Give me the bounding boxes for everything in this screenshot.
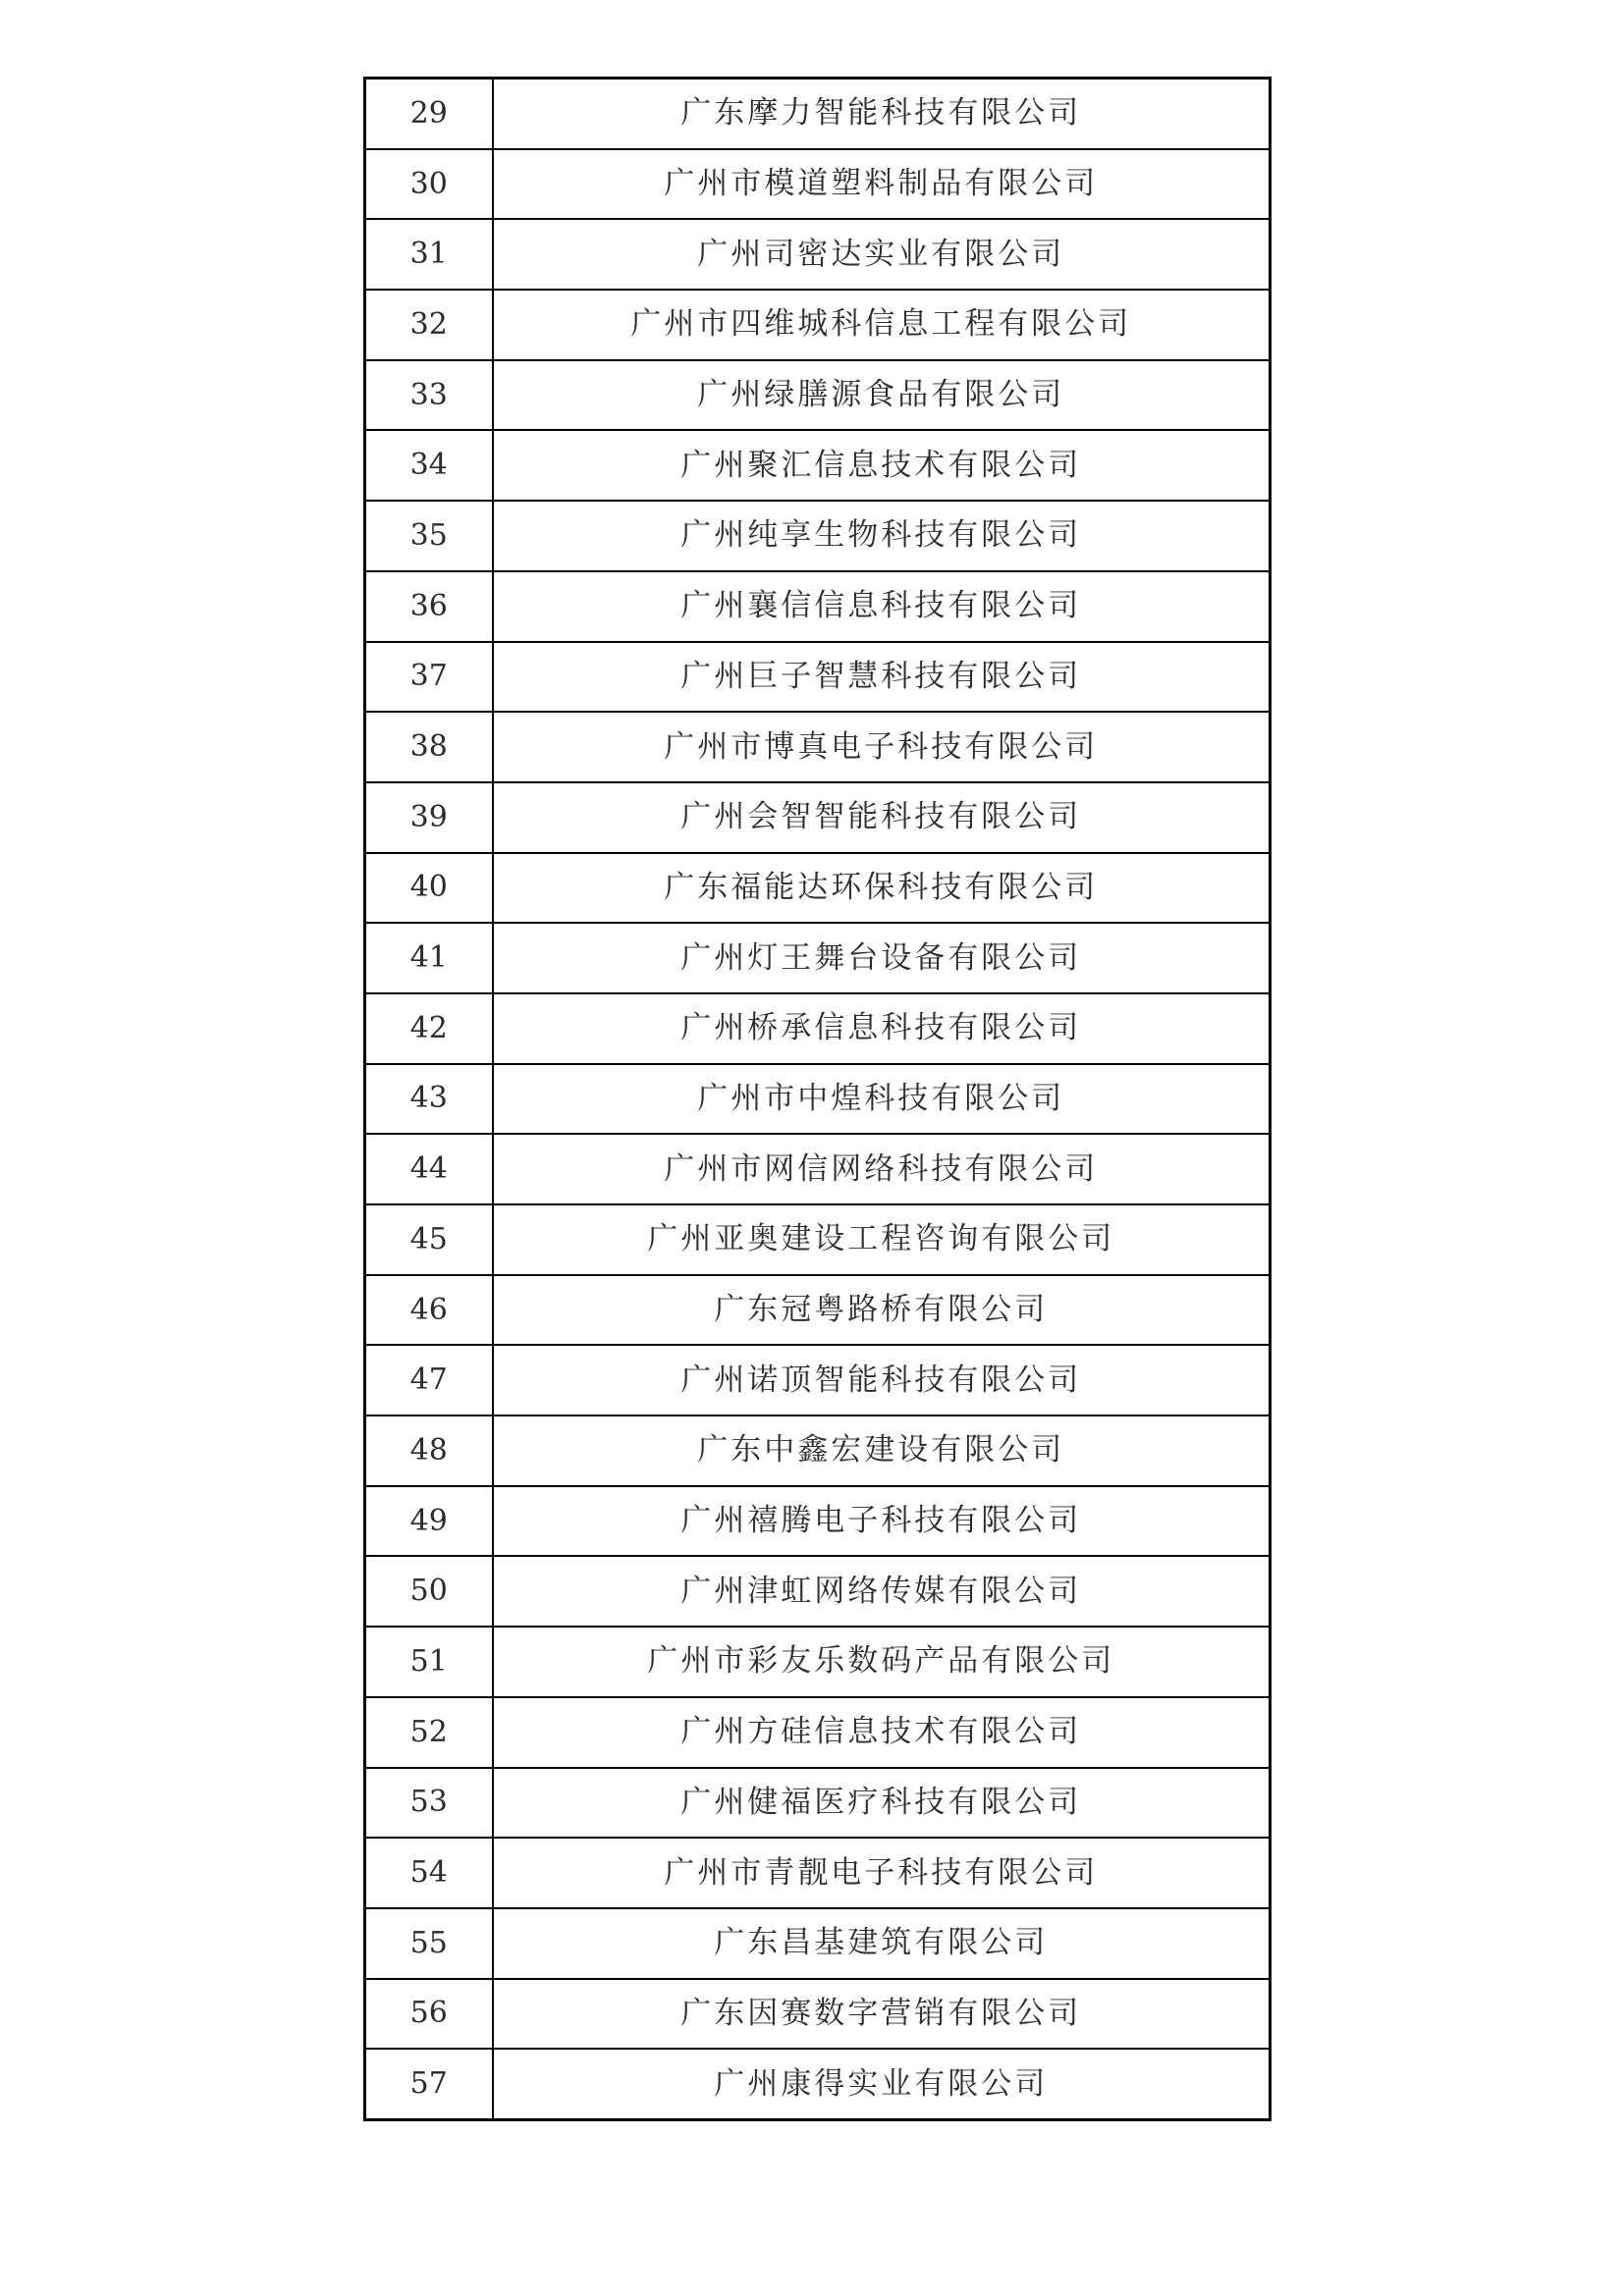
row-number: 39: [365, 782, 493, 853]
row-number: 42: [365, 993, 493, 1064]
table-row: [365, 219, 1271, 290]
table-row: [365, 712, 1271, 782]
company-name: 广州诺顶智能科技有限公司: [493, 1345, 1271, 1415]
row-number: 34: [365, 430, 493, 501]
table-row: [365, 782, 1271, 853]
company-name: 广东昌基建筑有限公司: [493, 1908, 1271, 1979]
company-name: 广东摩力智能科技有限公司: [493, 79, 1271, 149]
company-name: 广州司密达实业有限公司: [493, 219, 1271, 290]
table-row: [365, 1838, 1271, 1908]
company-name: 广州市彩友乐数码产品有限公司: [493, 1627, 1271, 1697]
company-list-table: [363, 77, 1272, 2121]
row-number: 54: [365, 1838, 493, 1908]
table-row: [365, 1979, 1271, 2050]
row-number: 31: [365, 219, 493, 290]
company-name: 广州襄信信息科技有限公司: [493, 571, 1271, 642]
row-number: 46: [365, 1275, 493, 1346]
table-row: [365, 1697, 1271, 1768]
company-name: 广州市中煌科技有限公司: [493, 1064, 1271, 1135]
company-name: 广州方硅信息技术有限公司: [493, 1697, 1271, 1768]
row-number: 29: [365, 79, 493, 149]
company-name: 广州会智智能科技有限公司: [493, 782, 1271, 853]
row-number: 44: [365, 1134, 493, 1204]
row-number: 30: [365, 149, 493, 220]
table-row: [365, 1345, 1271, 1415]
row-number: 40: [365, 853, 493, 924]
table-row: [365, 79, 1271, 149]
company-name: 广州健福医疗科技有限公司: [493, 1768, 1271, 1839]
company-name: 广东冠粤路桥有限公司: [493, 1275, 1271, 1346]
company-name: 广州市模道塑料制品有限公司: [493, 149, 1271, 220]
company-name: 广州灯王舞台设备有限公司: [493, 923, 1271, 993]
company-name: 广东中鑫宏建设有限公司: [493, 1415, 1271, 1486]
table-row: [365, 571, 1271, 642]
row-number: 36: [365, 571, 493, 642]
company-name: 广州市网信网络科技有限公司: [493, 1134, 1271, 1204]
row-number: 49: [365, 1486, 493, 1557]
company-name: 广州绿膳源食品有限公司: [493, 360, 1271, 431]
company-name: 广州纯享生物科技有限公司: [493, 501, 1271, 571]
table-row: [365, 1556, 1271, 1627]
table-row: [365, 1415, 1271, 1486]
table-row: [365, 501, 1271, 571]
row-number: 50: [365, 1556, 493, 1627]
row-number: 38: [365, 712, 493, 782]
row-number: 41: [365, 923, 493, 993]
table-row: [365, 1275, 1271, 1346]
table-row: [365, 1486, 1271, 1557]
row-number: 52: [365, 1697, 493, 1768]
company-name: 广州禧腾电子科技有限公司: [493, 1486, 1271, 1557]
table-row: [365, 853, 1271, 924]
company-name: 广州巨子智慧科技有限公司: [493, 642, 1271, 713]
company-name: 广州亚奥建设工程咨询有限公司: [493, 1204, 1271, 1275]
table-row: [365, 642, 1271, 713]
row-number: 48: [365, 1415, 493, 1486]
table-row: [365, 1134, 1271, 1204]
company-name: 广州市四维城科信息工程有限公司: [493, 290, 1271, 360]
table-row: [365, 149, 1271, 220]
company-name: 广州市博真电子科技有限公司: [493, 712, 1271, 782]
row-number: 53: [365, 1768, 493, 1839]
row-number: 37: [365, 642, 493, 713]
company-name: 广州市青靓电子科技有限公司: [493, 1838, 1271, 1908]
table-row: [365, 923, 1271, 993]
row-number: 55: [365, 1908, 493, 1979]
table-row: [365, 1768, 1271, 1839]
row-number: 35: [365, 501, 493, 571]
row-number: 47: [365, 1345, 493, 1415]
row-number: 51: [365, 1627, 493, 1697]
company-name: 广州津虹网络传媒有限公司: [493, 1556, 1271, 1627]
company-name: 广东福能达环保科技有限公司: [493, 853, 1271, 924]
table-row: [365, 290, 1271, 360]
company-name: 广州桥承信息科技有限公司: [493, 993, 1271, 1064]
table-row: [365, 1627, 1271, 1697]
table-row: [365, 1204, 1271, 1275]
table-row: [365, 1064, 1271, 1135]
table-row: [365, 993, 1271, 1064]
table-row: [365, 360, 1271, 431]
row-number: 45: [365, 1204, 493, 1275]
row-number: 32: [365, 290, 493, 360]
table-row: [365, 1908, 1271, 1979]
table-row: [365, 430, 1271, 501]
company-name: 广州康得实业有限公司: [493, 2049, 1271, 2119]
company-table-body: [365, 79, 1271, 2120]
company-name: 广州聚汇信息技术有限公司: [493, 430, 1271, 501]
row-number: 33: [365, 360, 493, 431]
row-number: 43: [365, 1064, 493, 1135]
row-number: 56: [365, 1979, 493, 2050]
table-row: [365, 2049, 1271, 2119]
row-number: 57: [365, 2049, 493, 2119]
company-name: 广东因赛数字营销有限公司: [493, 1979, 1271, 2050]
